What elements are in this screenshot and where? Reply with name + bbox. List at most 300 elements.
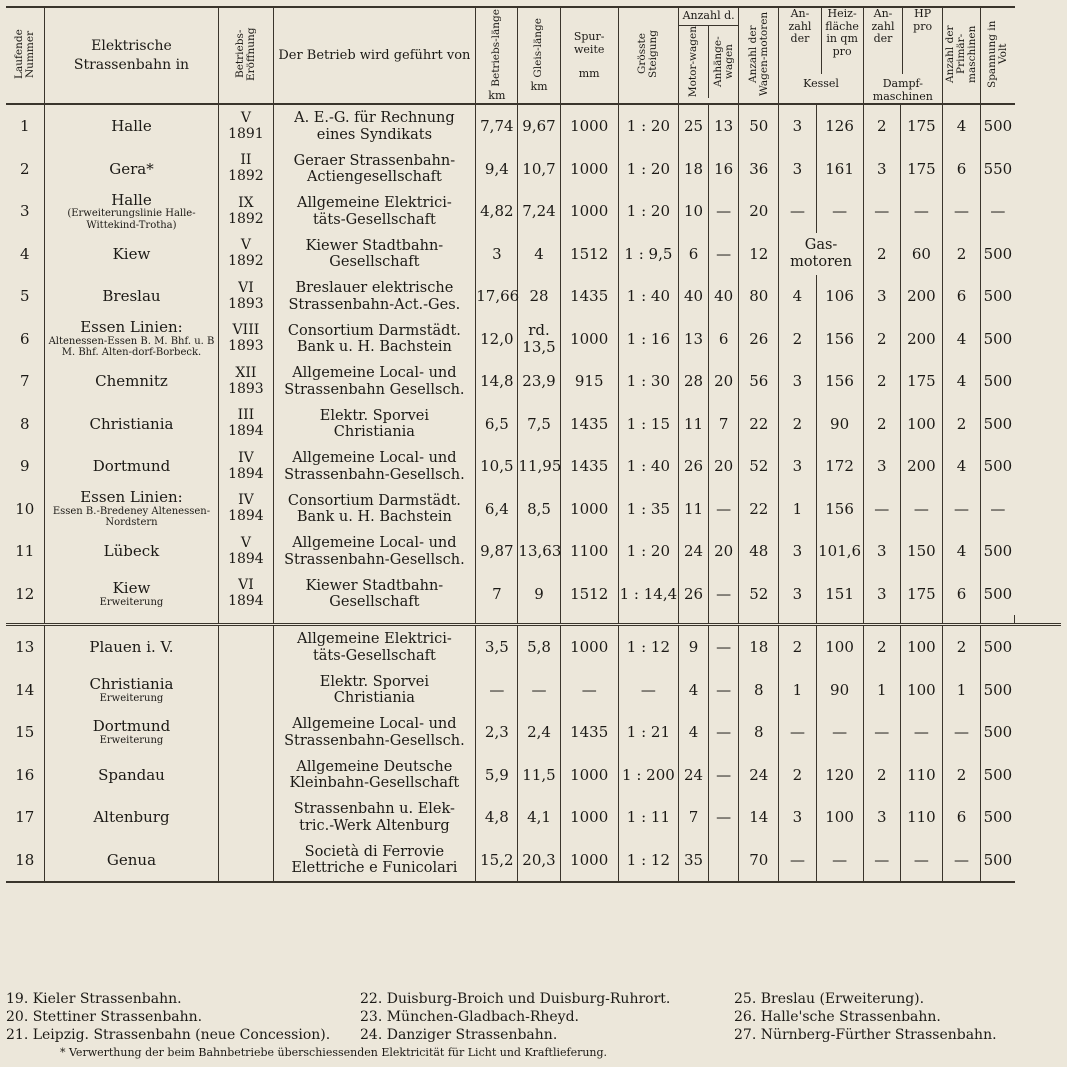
operator-line-2: Bank u. H. Bachstein [296,339,452,356]
operator-line-1: Consortium Darmstädt. [287,492,461,509]
hdr-anzahl: Anzahl d. Motor-wagen Anhänge-wagen [679,7,739,104]
trailer-cars: 20 [709,445,739,488]
divider-cell [739,615,779,625]
table-row [6,573,1061,616]
section-divider [6,615,1061,625]
track-length: 28 [518,275,560,318]
hdr-blen: Betriebs-länge km [476,7,518,104]
city-name: Altenburg [93,808,170,827]
opening-date-cell [219,839,273,883]
horsepower: 60 [900,233,942,276]
boiler-count: — [779,839,816,883]
primary-machines: 6 [942,148,980,191]
boiler-count: 1 [779,488,816,531]
hdr-motor: Motor-wagen [687,26,700,98]
operator-line-1: Kiewer Stadtbahn- [305,577,444,594]
max-gradient: 1 : 12 [618,839,678,883]
opening-month: V [240,237,251,254]
car-motors: 24 [739,754,779,797]
operating-length: 6,4 [476,488,518,531]
primary-machines: — [942,190,980,233]
opening-date-cell [219,233,273,276]
operator-cell [273,754,476,797]
gauge: 1435 [560,275,618,318]
list-item: 24. Danziger Strassenbahn. [360,1027,558,1043]
opening-year: 1892 [228,168,264,185]
motor-cars: 28 [679,360,709,403]
city-name-cell [44,796,219,839]
operator-cell [273,190,476,233]
trailer-cars: 13 [709,104,739,148]
operating-length: 14,8 [476,360,518,403]
table-header [6,7,1061,104]
operator-cell [273,360,476,403]
max-gradient: 1 : 11 [618,796,678,839]
opening-date-cell [219,190,273,233]
hdr-kessel: An-zahl der Heiz-fläche in qm pro Kessel [779,7,863,104]
operator-line-1: Breslauer elektrische [295,280,454,297]
list-item: 23. München-Gladbach-Rheyd. [360,1009,580,1025]
operator-cell [273,573,476,616]
motor-cars: 4 [679,669,709,712]
horsepower: — [900,839,942,883]
city-name: Halle [111,190,152,209]
divider-cell [44,615,219,625]
max-gradient: 1 : 14,4 [618,573,678,616]
operator-cell [273,233,476,276]
gauge: 1100 [560,530,618,573]
horsepower: 110 [900,754,942,797]
motor-cars: 4 [679,711,709,754]
voltage: 500 [981,104,1015,148]
operator-line-1: Allgemeine Local- und [292,716,457,733]
horsepower: 150 [900,530,942,573]
steam-engine-count: 3 [863,530,900,573]
operating-length: — [476,669,518,712]
motor-cars: 9 [679,625,709,669]
trailer-cars: — [709,233,739,276]
car-motors: 70 [739,839,779,883]
operating-length: 15,2 [476,839,518,883]
max-gradient: 1 : 40 [618,275,678,318]
table-row [6,445,1061,488]
car-motors: 22 [739,488,779,531]
heating-surface: 172 [816,445,863,488]
hdr-name: Elektrische Strassenbahn in [44,7,219,104]
track-length: 4,1 [518,796,560,839]
city-name-cell [44,233,219,276]
row-number: 1 [20,117,30,136]
max-gradient: 1 : 30 [618,360,678,403]
operator-cell [273,104,476,148]
gas-motors-line-1: Gas- [804,236,838,253]
horsepower: 175 [900,148,942,191]
opening-year: 1893 [228,338,264,355]
gauge: 1512 [560,573,618,616]
opening-date-cell [219,796,273,839]
operator-line-2: Christiania [333,690,415,707]
car-motors: 48 [739,530,779,573]
primary-machines: 2 [942,233,980,276]
opening-date-cell [219,625,273,669]
table-row [6,148,1061,191]
operator-cell [273,669,476,712]
divider-cell [219,615,273,625]
steam-engine-count: 3 [863,573,900,616]
gauge: 1000 [560,625,618,669]
steam-engine-count: 2 [863,403,900,446]
divider-cell [1015,615,1061,625]
opening-month: XII [235,364,257,381]
boiler-count: 2 [779,318,816,361]
voltage: 500 [981,530,1015,573]
operating-length: 7,74 [476,104,518,148]
max-gradient: 1 : 15 [618,403,678,446]
operator-line-2: tric.-Werk Altenburg [299,817,450,834]
city-name-cell [44,403,219,446]
operator-cell [273,318,476,361]
max-gradient: — [618,669,678,712]
opening-date-cell [219,403,273,446]
car-motors: 14 [739,796,779,839]
operator-line-1: Allgemeine Elektrici- [297,631,452,648]
track-length: 9 [518,573,560,616]
steam-engine-count: 3 [863,796,900,839]
row-number: 2 [20,159,30,178]
divider-cell [273,615,476,625]
max-gradient: 1 : 20 [618,104,678,148]
row-number: 18 [6,839,44,883]
hdr-eroff: Betriebs-Eröffnung [219,7,273,104]
steam-engine-count: 2 [863,754,900,797]
row-number: 11 [15,542,35,561]
table-row [6,669,1061,712]
divider-cell [560,615,618,625]
row-number: 7 [20,372,30,391]
table-row [6,488,1061,531]
operator-line-2: Christiania [333,424,415,441]
city-name-cell [44,360,219,403]
motor-cars: 11 [679,403,709,446]
row-number: 10 [15,499,35,518]
divider-cell [618,615,678,625]
track-length: 7,24 [518,190,560,233]
trailer-cars: 7 [709,403,739,446]
track-length: 9,67 [518,104,560,148]
horsepower: 200 [900,275,942,318]
hdr-heiz: Heiz-fläche in qm pro [825,7,859,58]
city-name: Christiania [89,414,174,433]
operator-line-1: Kiewer Stadtbahn- [305,237,444,254]
car-motors: 22 [739,403,779,446]
boiler-count: 3 [779,104,816,148]
city-name: Genua [106,850,157,869]
max-gradient: 1 : 9,5 [618,233,678,276]
list-col-2 [360,990,670,1044]
city-name: Breslau [102,287,161,306]
horsepower: 175 [900,573,942,616]
gauge: 1435 [560,403,618,446]
boiler-count: 3 [779,360,816,403]
operator-line-1: Allgemeine Local- und [292,365,457,382]
boiler-count: 2 [779,403,816,446]
opening-year: 1894 [228,423,264,440]
operator-line-1: Elektr. Sporvei [319,673,430,690]
divider-cell [709,615,739,625]
table-row [6,403,1061,446]
voltage: 550 [981,148,1015,191]
operator-line-1: Consortium Darmstädt. [287,322,461,339]
voltage: 500 [981,318,1015,361]
operating-length: 4,82 [476,190,518,233]
operator-line-2: eines Syndikats [316,126,433,143]
hdr-spann: Spannung in Volt [981,7,1015,104]
list-item: 27. Nürnberg-Fürther Strassenbahn. [734,1027,997,1043]
opening-date-cell [219,488,273,531]
gauge: — [560,669,618,712]
voltage: 500 [981,669,1015,712]
operator-line-1: Elektr. Sporvei [319,407,430,424]
city-name-cell [44,530,219,573]
max-gradient: 1 : 20 [618,190,678,233]
max-gradient: 1 : 20 [618,530,678,573]
track-length: 8,5 [518,488,560,531]
voltage: — [981,488,1015,531]
divider-cell [900,615,942,625]
opening-year: 1893 [228,295,264,312]
heating-surface: 106 [816,275,863,318]
steam-engine-count: 2 [863,104,900,148]
city-name-cell [44,148,219,191]
primary-machines: 6 [942,573,980,616]
list-item: 25. Breslau (Erweiterung). [734,991,925,1007]
gauge: 1435 [560,445,618,488]
hdr-anh: Anhänge-wagen [711,36,735,87]
horsepower: 200 [900,318,942,361]
list-item: 20. Stettiner Strassenbahn. [6,1009,203,1025]
trailer-cars: 6 [709,318,739,361]
operator-line-1: Geraer Strassenbahn- [293,152,456,169]
city-name: Lübeck [103,542,160,561]
voltage: 500 [981,754,1015,797]
operator-line-1: Allgemeine Deutsche [296,758,453,775]
operator-line-2: Bank u. H. Bachstein [296,509,452,526]
boiler-count: 3 [779,796,816,839]
table-row [6,711,1061,754]
operator-line-2: Gesellschaft [329,254,420,271]
opening-year: 1894 [228,465,264,482]
hdr-lfd: Laufende Nummer [6,7,44,104]
motor-cars: 10 [679,190,709,233]
horsepower: 100 [900,403,942,446]
row-number: 16 [15,765,35,784]
opening-date-cell [219,148,273,191]
motor-cars: 25 [679,104,709,148]
operating-length: 9,87 [476,530,518,573]
operator-cell [273,148,476,191]
list-col-3 [734,990,997,1044]
motor-cars: 24 [679,530,709,573]
operator-line-1: Allgemeine Elektrici- [297,195,452,212]
operating-length: 4,8 [476,796,518,839]
primary-machines: 2 [942,625,980,669]
gauge: 1435 [560,711,618,754]
hdr-betrieb: Der Betrieb wird geführt von [273,7,476,104]
steam-engine-count: — [863,190,900,233]
table-row [6,625,1061,669]
gas-motors-line-2: motoren [790,254,852,271]
primary-machines: 1 [942,669,980,712]
opening-date-cell [219,754,273,797]
gauge: 1000 [560,488,618,531]
primary-machines: 2 [942,754,980,797]
city-name-cell [44,625,219,669]
operating-length: 2,3 [476,711,518,754]
city-name: Gera* [109,159,154,178]
horsepower: — [900,711,942,754]
operator-line-2: täts-Gesellschaft [312,211,436,228]
table-row [6,754,1061,797]
operator-line-1: Società di Ferrovie [304,843,445,860]
city-subtitle: Altenessen-Essen B. M. Bhf. u. B M. Bhf. Alten-dorf-Borbeck. [48,335,215,359]
operating-length: 3 [476,233,518,276]
opening-month: IX [238,194,254,211]
operating-length: 17,66 [476,275,518,318]
primary-machines: 4 [942,445,980,488]
divider-cell [518,615,560,625]
operator-line-2: Elettriche e Funicolari [291,860,458,877]
primary-machines: 6 [942,796,980,839]
opening-date-cell [219,318,273,361]
steam-engine-count: — [863,839,900,883]
city-name-cell [44,445,219,488]
operating-length: 6,5 [476,403,518,446]
opening-date-cell [219,360,273,403]
steam-engine-count: — [863,711,900,754]
trailer-cars: — [709,669,739,712]
motor-cars: 18 [679,148,709,191]
primary-machines: 4 [942,530,980,573]
horsepower: — [900,488,942,531]
city-name: Halle [111,117,152,136]
operator-cell [273,488,476,531]
gauge: 1000 [560,796,618,839]
track-length: 11,5 [518,754,560,797]
primary-machines: — [942,711,980,754]
opening-year: 1891 [228,125,264,142]
track-length: 20,3 [518,839,560,883]
opening-month: IV [238,449,254,466]
opening-date-cell [219,445,273,488]
divider-cell [779,615,816,625]
tramway-table [6,6,1061,883]
car-motors: 52 [739,573,779,616]
boiler-count: 1 [779,669,816,712]
gas-motors-cell [779,233,863,276]
operator-line-1: Strassenbahn u. Elek- [293,801,455,818]
opening-year: 1893 [228,380,264,397]
city-name: Chemnitz [95,372,168,391]
trailer-cars: 40 [709,275,739,318]
hdr-kessel-anz: An-zahl der [779,8,821,74]
steam-engine-count: 1 [863,669,900,712]
steam-engine-count: 3 [863,275,900,318]
car-motors: 12 [739,233,779,276]
max-gradient: 1 : 12 [618,625,678,669]
trailer-cars: — [709,711,739,754]
gauge: 1000 [560,839,618,883]
row-number: 3 [20,202,30,221]
heating-surface: 156 [816,488,863,531]
voltage: 500 [981,275,1015,318]
operating-length: 7 [476,573,518,616]
motor-cars: 6 [679,233,709,276]
max-gradient: 1 : 40 [618,445,678,488]
trailer-cars: — [709,488,739,531]
voltage: 500 [981,445,1015,488]
city-subtitle: Essen B.-Bredeney Altenessen-Nordstern [52,505,211,529]
motor-cars: 7 [679,796,709,839]
row-number: 17 [15,808,35,827]
boiler-count: 3 [779,530,816,573]
opening-date-cell [219,530,273,573]
hdr-spur: Spur-weite mm [560,7,618,104]
opening-year: 1892 [228,210,264,227]
city-name: Kiew [112,578,151,597]
city-subtitle: (Erweiterungslinie Halle-Wittekind-Trotha) [67,208,196,231]
row-number: 13 [15,638,35,657]
heating-surface: 90 [816,403,863,446]
voltage: 500 [981,625,1015,669]
car-motors: 80 [739,275,779,318]
motor-cars: 11 [679,488,709,531]
city-subtitle: Erweiterung [99,596,164,608]
track-length: 7,5 [518,403,560,446]
opening-date-cell [219,275,273,318]
hdr-wmot: Anzahl der Wagen-motoren [739,7,779,104]
max-gradient: 1 : 20 [618,148,678,191]
city-name: Spandau [98,765,165,784]
row-number: 12 [15,584,35,603]
max-gradient: 1 : 35 [618,488,678,531]
track-length: 23,9 [518,360,560,403]
city-name-cell [44,190,219,233]
hdr-dampf-anz: An-zahl der [864,8,904,74]
operator-cell [273,275,476,318]
operator-cell [273,711,476,754]
trailer-cars [709,839,739,883]
track-length: 2,4 [518,711,560,754]
steam-engine-count: 3 [863,445,900,488]
row-number: 9 [20,457,30,476]
voltage: — [981,190,1015,233]
city-name-cell [44,669,219,712]
boiler-count: 3 [779,573,816,616]
row-number: 8 [20,414,30,433]
city-name-cell [44,711,219,754]
heating-surface: 120 [816,754,863,797]
list-item: 22. Duisburg-Broich und Duisburg-Ruhrort. [360,991,671,1007]
operator-cell [273,530,476,573]
gauge: 1512 [560,233,618,276]
boiler-count: 4 [779,275,816,318]
heating-surface: — [816,190,863,233]
city-name: Essen Linien: [80,318,183,337]
motor-cars: 26 [679,573,709,616]
city-name-cell [44,573,219,616]
track-length: 10,7 [518,148,560,191]
row-number: 6 [20,329,30,348]
